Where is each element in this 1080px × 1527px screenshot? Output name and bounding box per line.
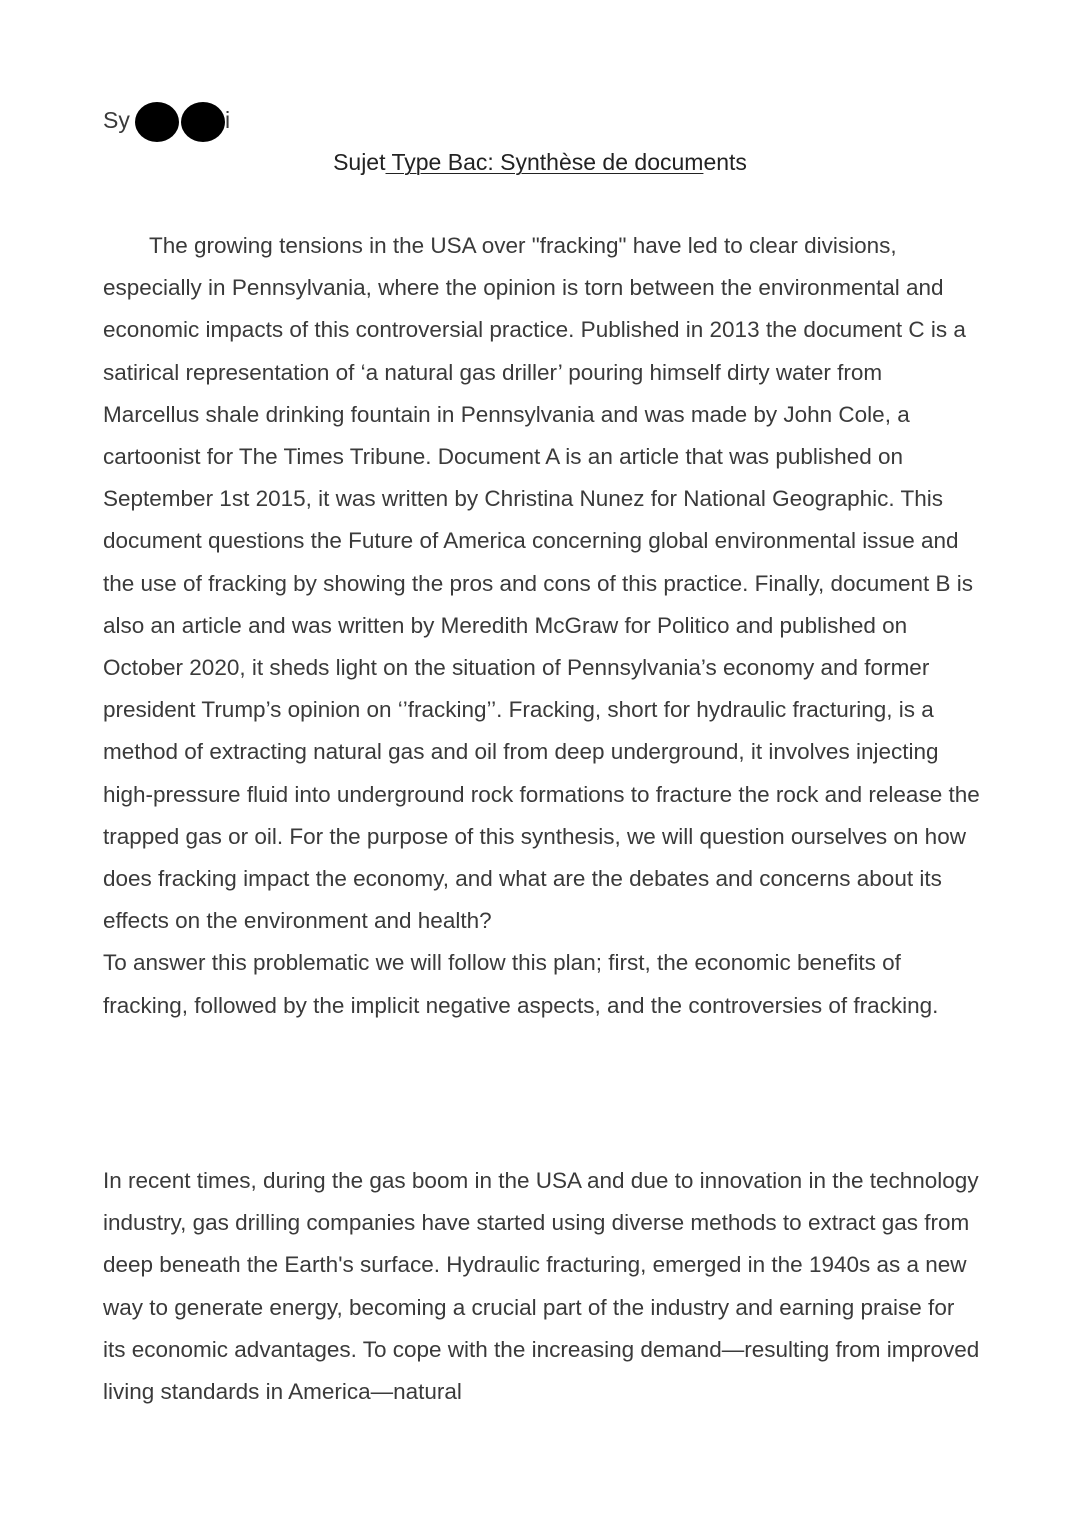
title-prefix: Sujet: [333, 149, 386, 175]
redaction-mark: [135, 102, 179, 142]
author-name-suffix: i: [225, 107, 231, 133]
redaction-mark: [181, 102, 225, 142]
document-title: [0, 146, 1080, 178]
plan-paragraph: To answer this problematic we will follow this plan; first, the economic benefits of fracking, followed by the implicit negative aspects, and the controversies of fracking.: [103, 950, 939, 1018]
author-name-prefix: Sy: [103, 107, 130, 133]
section-economic-benefits: [103, 1160, 983, 1413]
title-underlined: Type Bac: Synthèse de docum: [385, 149, 704, 175]
introduction: [103, 225, 983, 1027]
title-suffix: ents: [703, 149, 747, 175]
intro-paragraph: The growing tensions in the USA over "fracking" have led to clear divisions, especially in Pennsylvania, where the opinion is torn between the environmental and economic impacts of this controversial practice. Published in 2013 the document C is a satirical representation of ‘a natural gas driller’ pouring himself dirty water from Marcellus shale drinking fountain in Pennsylvania and was made by John Cole, a cartoonist for The Times Tribune. Document A is an article that was published on September 1st 2015, it was written by Christina Nunez for National Geographic. This document questions the Future of America concerning global environmental issue and the use of fracking by showing the pros and cons of this practice. Finally, document B is also an article and was written by Meredith McGraw for Politico and published on October 2020, it sheds light on the situation of Pennsylvania’s economy and former president Trump’s opinion on ‘’fracking’’. Fracking, short for hydraulic fracturing, is a method of extracting natural gas and oil from deep underground, it involves injecting high-pressure fluid into underground rock formations to fracture the rock and release the trapped gas or oil. For the purpose of this synthesis, we will question ourselves on how does fracking impact the economy, and what are the debates and concerns about its effects on the environment and health?: [103, 233, 980, 934]
section1-paragraph: In recent times, during the gas boom in the USA and due to innovation in the technology industry, gas drilling companies have started using diverse methods to extract gas from deep beneath the Earth's surface. Hydraulic fracturing, emerged in the 1940s as a new way to generate energy, becoming a crucial part of the industry and earning praise for its economic advantages. To cope with the increasing demand—resulting from improved living standards in America—natural: [103, 1168, 980, 1405]
